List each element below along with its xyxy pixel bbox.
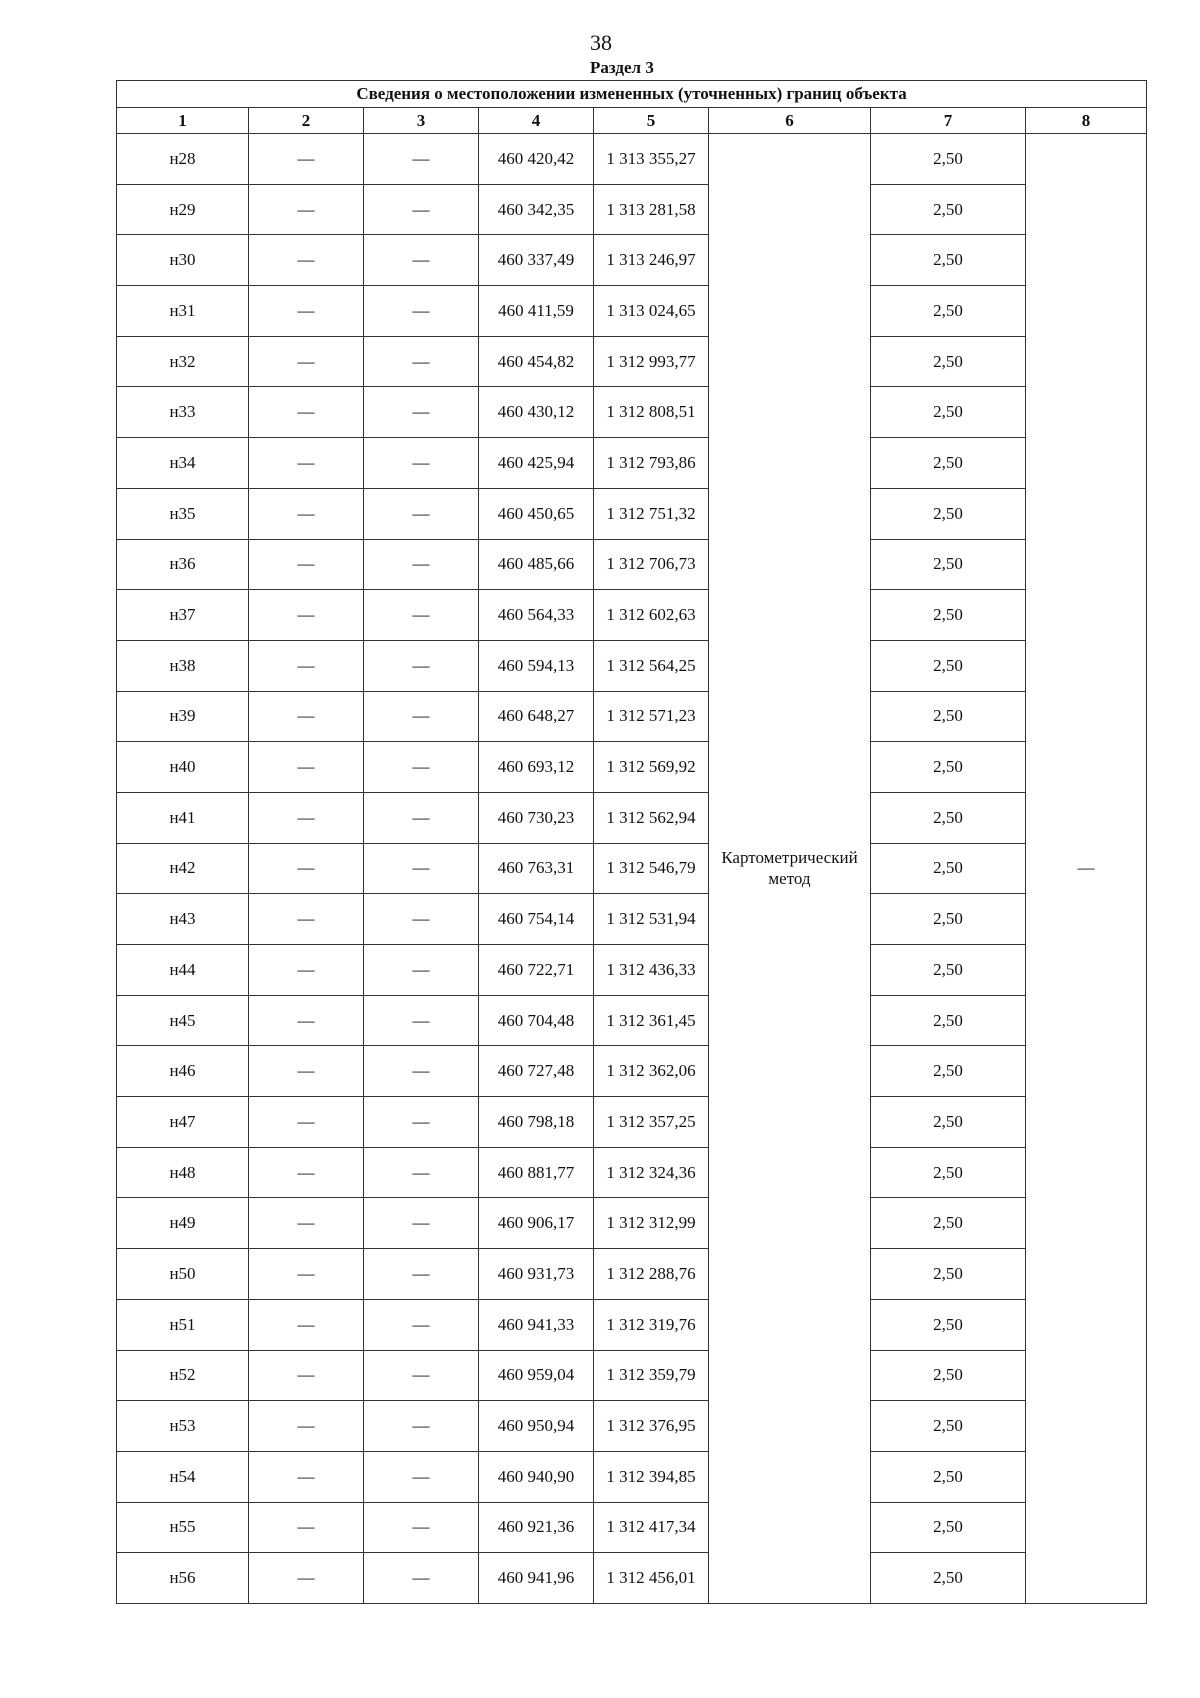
column-3-cell: — [364, 1198, 479, 1249]
y-coordinate-cell: 1 312 602,63 [594, 590, 709, 641]
point-name-cell: н49 [117, 1198, 249, 1249]
column-number: 1 [117, 108, 249, 134]
point-name-cell: н54 [117, 1451, 249, 1502]
y-coordinate-cell: 1 312 569,92 [594, 742, 709, 793]
accuracy-cell: 2,50 [871, 691, 1026, 742]
column-3-cell: — [364, 184, 479, 235]
point-name-cell: н35 [117, 488, 249, 539]
y-coordinate-cell: 1 312 436,33 [594, 945, 709, 996]
method-cell: Картометрический метод [709, 134, 871, 1604]
column-2-cell: — [249, 590, 364, 641]
column-2-cell: — [249, 539, 364, 590]
column-8-cell: — [1026, 134, 1147, 1604]
x-coordinate-cell: 460 906,17 [479, 1198, 594, 1249]
y-coordinate-cell: 1 313 355,27 [594, 134, 709, 185]
column-3-cell: — [364, 1553, 479, 1604]
table-row [117, 184, 1147, 235]
point-name-cell: н34 [117, 438, 249, 489]
point-name-cell: н52 [117, 1350, 249, 1401]
y-coordinate-cell: 1 312 417,34 [594, 1502, 709, 1553]
point-name-cell: н42 [117, 843, 249, 894]
y-coordinate-cell: 1 312 359,79 [594, 1350, 709, 1401]
table-row [117, 1401, 1147, 1452]
y-coordinate-cell: 1 313 024,65 [594, 286, 709, 337]
accuracy-cell: 2,50 [871, 1147, 1026, 1198]
table-row [117, 945, 1147, 996]
accuracy-cell: 2,50 [871, 1401, 1026, 1452]
column-2-cell: — [249, 1249, 364, 1300]
y-coordinate-cell: 1 312 562,94 [594, 792, 709, 843]
column-2-cell: — [249, 1147, 364, 1198]
column-2-cell: — [249, 1097, 364, 1148]
point-name-cell: н41 [117, 792, 249, 843]
y-coordinate-cell: 1 312 456,01 [594, 1553, 709, 1604]
accuracy-cell: 2,50 [871, 945, 1026, 996]
table-row [117, 691, 1147, 742]
column-2-cell: — [249, 1553, 364, 1604]
column-2-cell: — [249, 1401, 364, 1452]
boundary-coordinates-table [116, 80, 1147, 1604]
x-coordinate-cell: 460 454,82 [479, 336, 594, 387]
y-coordinate-cell: 1 312 793,86 [594, 438, 709, 489]
column-2-cell: — [249, 336, 364, 387]
column-3-cell: — [364, 640, 479, 691]
column-2-cell: — [249, 1451, 364, 1502]
column-2-cell: — [249, 184, 364, 235]
accuracy-cell: 2,50 [871, 1502, 1026, 1553]
x-coordinate-cell: 460 420,42 [479, 134, 594, 185]
column-2-cell: — [249, 488, 364, 539]
y-coordinate-cell: 1 312 288,76 [594, 1249, 709, 1300]
point-name-cell: н33 [117, 387, 249, 438]
point-name-cell: н51 [117, 1299, 249, 1350]
table-row [117, 387, 1147, 438]
point-name-cell: н43 [117, 894, 249, 945]
x-coordinate-cell: 460 594,13 [479, 640, 594, 691]
table-row [117, 1451, 1147, 1502]
accuracy-cell: 2,50 [871, 1046, 1026, 1097]
x-coordinate-cell: 460 704,48 [479, 995, 594, 1046]
point-name-cell: н55 [117, 1502, 249, 1553]
accuracy-cell: 2,50 [871, 1350, 1026, 1401]
x-coordinate-cell: 460 950,94 [479, 1401, 594, 1452]
point-name-cell: н29 [117, 184, 249, 235]
column-number-row [117, 108, 1147, 134]
table-row [117, 1097, 1147, 1148]
x-coordinate-cell: 460 648,27 [479, 691, 594, 742]
column-3-cell: — [364, 945, 479, 996]
table-row [117, 1350, 1147, 1401]
x-coordinate-cell: 460 450,65 [479, 488, 594, 539]
y-coordinate-cell: 1 312 362,06 [594, 1046, 709, 1097]
table-row [117, 894, 1147, 945]
column-3-cell: — [364, 742, 479, 793]
point-name-cell: н50 [117, 1249, 249, 1300]
x-coordinate-cell: 460 941,33 [479, 1299, 594, 1350]
column-2-cell: — [249, 945, 364, 996]
column-3-cell: — [364, 1350, 479, 1401]
y-coordinate-cell: 1 312 531,94 [594, 894, 709, 945]
y-coordinate-cell: 1 312 564,25 [594, 640, 709, 691]
table-row [117, 1046, 1147, 1097]
accuracy-cell: 2,50 [871, 488, 1026, 539]
column-number: 4 [479, 108, 594, 134]
y-coordinate-cell: 1 312 546,79 [594, 843, 709, 894]
accuracy-cell: 2,50 [871, 742, 1026, 793]
x-coordinate-cell: 460 342,35 [479, 184, 594, 235]
table-row [117, 590, 1147, 641]
y-coordinate-cell: 1 313 281,58 [594, 184, 709, 235]
point-name-cell: н47 [117, 1097, 249, 1148]
y-coordinate-cell: 1 312 571,23 [594, 691, 709, 742]
accuracy-cell: 2,50 [871, 1451, 1026, 1502]
column-3-cell: — [364, 1401, 479, 1452]
column-3-cell: — [364, 235, 479, 286]
accuracy-cell: 2,50 [871, 1198, 1026, 1249]
accuracy-cell: 2,50 [871, 134, 1026, 185]
table-row [117, 995, 1147, 1046]
column-number: 8 [1026, 108, 1147, 134]
accuracy-cell: 2,50 [871, 590, 1026, 641]
table-row [117, 438, 1147, 489]
point-name-cell: н38 [117, 640, 249, 691]
table-row [117, 640, 1147, 691]
accuracy-cell: 2,50 [871, 387, 1026, 438]
table-row [117, 1553, 1147, 1604]
column-3-cell: — [364, 1451, 479, 1502]
column-3-cell: — [364, 843, 479, 894]
column-2-cell: — [249, 1046, 364, 1097]
column-2-cell: — [249, 691, 364, 742]
x-coordinate-cell: 460 722,71 [479, 945, 594, 996]
point-name-cell: н36 [117, 539, 249, 590]
column-2-cell: — [249, 640, 364, 691]
column-2-cell: — [249, 134, 364, 185]
x-coordinate-cell: 460 693,12 [479, 742, 594, 793]
accuracy-cell: 2,50 [871, 1299, 1026, 1350]
accuracy-cell: 2,50 [871, 792, 1026, 843]
column-2-cell: — [249, 1350, 364, 1401]
x-coordinate-cell: 460 485,66 [479, 539, 594, 590]
point-name-cell: н39 [117, 691, 249, 742]
point-name-cell: н44 [117, 945, 249, 996]
column-3-cell: — [364, 1147, 479, 1198]
column-3-cell: — [364, 134, 479, 185]
column-2-cell: — [249, 742, 364, 793]
point-name-cell: н28 [117, 134, 249, 185]
column-3-cell: — [364, 539, 479, 590]
x-coordinate-cell: 460 798,18 [479, 1097, 594, 1148]
column-2-cell: — [249, 1198, 364, 1249]
column-2-cell: — [249, 843, 364, 894]
y-coordinate-cell: 1 312 993,77 [594, 336, 709, 387]
table-row [117, 742, 1147, 793]
accuracy-cell: 2,50 [871, 640, 1026, 691]
column-3-cell: — [364, 1097, 479, 1148]
x-coordinate-cell: 460 564,33 [479, 590, 594, 641]
column-2-cell: — [249, 286, 364, 337]
y-coordinate-cell: 1 312 706,73 [594, 539, 709, 590]
point-name-cell: н37 [117, 590, 249, 641]
point-name-cell: н45 [117, 995, 249, 1046]
accuracy-cell: 2,50 [871, 336, 1026, 387]
y-coordinate-cell: 1 312 808,51 [594, 387, 709, 438]
table-row [117, 488, 1147, 539]
accuracy-cell: 2,50 [871, 539, 1026, 590]
column-2-cell: — [249, 438, 364, 489]
column-number: 3 [364, 108, 479, 134]
column-2-cell: — [249, 792, 364, 843]
x-coordinate-cell: 460 941,96 [479, 1553, 594, 1604]
y-coordinate-cell: 1 312 394,85 [594, 1451, 709, 1502]
x-coordinate-cell: 460 425,94 [479, 438, 594, 489]
column-3-cell: — [364, 488, 479, 539]
point-name-cell: н31 [117, 286, 249, 337]
table-caption: Сведения о местоположении измененных (уточненных) границ объекта [117, 81, 1147, 108]
table-row [117, 286, 1147, 337]
y-coordinate-cell: 1 312 376,95 [594, 1401, 709, 1452]
y-coordinate-cell: 1 312 312,99 [594, 1198, 709, 1249]
column-3-cell: — [364, 995, 479, 1046]
x-coordinate-cell: 460 921,36 [479, 1502, 594, 1553]
accuracy-cell: 2,50 [871, 894, 1026, 945]
point-name-cell: н48 [117, 1147, 249, 1198]
x-coordinate-cell: 460 430,12 [479, 387, 594, 438]
column-2-cell: — [249, 995, 364, 1046]
table-row [117, 1299, 1147, 1350]
x-coordinate-cell: 460 881,77 [479, 1147, 594, 1198]
column-2-cell: — [249, 235, 364, 286]
table-row [117, 1147, 1147, 1198]
column-3-cell: — [364, 792, 479, 843]
table-row [117, 792, 1147, 843]
section-title: Раздел 3 [590, 58, 654, 77]
column-3-cell: — [364, 286, 479, 337]
column-3-cell: — [364, 387, 479, 438]
column-number: 2 [249, 108, 364, 134]
accuracy-cell: 2,50 [871, 438, 1026, 489]
accuracy-cell: 2,50 [871, 843, 1026, 894]
y-coordinate-cell: 1 312 361,45 [594, 995, 709, 1046]
x-coordinate-cell: 460 763,31 [479, 843, 594, 894]
y-coordinate-cell: 1 313 246,97 [594, 235, 709, 286]
table-row [117, 1249, 1147, 1300]
column-2-cell: — [249, 387, 364, 438]
accuracy-cell: 2,50 [871, 1097, 1026, 1148]
x-coordinate-cell: 460 727,48 [479, 1046, 594, 1097]
point-name-cell: н30 [117, 235, 249, 286]
table-body [117, 134, 1147, 1604]
x-coordinate-cell: 460 931,73 [479, 1249, 594, 1300]
column-3-cell: — [364, 1299, 479, 1350]
column-3-cell: — [364, 691, 479, 742]
table-row [117, 235, 1147, 286]
x-coordinate-cell: 460 730,23 [479, 792, 594, 843]
column-number: 7 [871, 108, 1026, 134]
column-3-cell: — [364, 1249, 479, 1300]
column-2-cell: — [249, 1502, 364, 1553]
y-coordinate-cell: 1 312 751,32 [594, 488, 709, 539]
y-coordinate-cell: 1 312 357,25 [594, 1097, 709, 1148]
point-name-cell: н56 [117, 1553, 249, 1604]
accuracy-cell: 2,50 [871, 235, 1026, 286]
accuracy-cell: 2,50 [871, 286, 1026, 337]
column-3-cell: — [364, 590, 479, 641]
x-coordinate-cell: 460 959,04 [479, 1350, 594, 1401]
accuracy-cell: 2,50 [871, 1553, 1026, 1604]
column-number: 6 [709, 108, 871, 134]
point-name-cell: н32 [117, 336, 249, 387]
table-row [117, 1502, 1147, 1553]
table-row [117, 1198, 1147, 1249]
x-coordinate-cell: 460 754,14 [479, 894, 594, 945]
accuracy-cell: 2,50 [871, 184, 1026, 235]
column-3-cell: — [364, 894, 479, 945]
y-coordinate-cell: 1 312 319,76 [594, 1299, 709, 1350]
table-row [117, 843, 1147, 894]
accuracy-cell: 2,50 [871, 1249, 1026, 1300]
point-name-cell: н40 [117, 742, 249, 793]
table-row [117, 134, 1147, 185]
column-3-cell: — [364, 336, 479, 387]
x-coordinate-cell: 460 337,49 [479, 235, 594, 286]
page-number: 38 [590, 30, 612, 55]
point-name-cell: н53 [117, 1401, 249, 1452]
point-name-cell: н46 [117, 1046, 249, 1097]
table-row [117, 336, 1147, 387]
column-3-cell: — [364, 438, 479, 489]
column-3-cell: — [364, 1502, 479, 1553]
column-2-cell: — [249, 1299, 364, 1350]
column-number: 5 [594, 108, 709, 134]
column-3-cell: — [364, 1046, 479, 1097]
table-row [117, 539, 1147, 590]
column-2-cell: — [249, 894, 364, 945]
x-coordinate-cell: 460 940,90 [479, 1451, 594, 1502]
x-coordinate-cell: 460 411,59 [479, 286, 594, 337]
accuracy-cell: 2,50 [871, 995, 1026, 1046]
y-coordinate-cell: 1 312 324,36 [594, 1147, 709, 1198]
